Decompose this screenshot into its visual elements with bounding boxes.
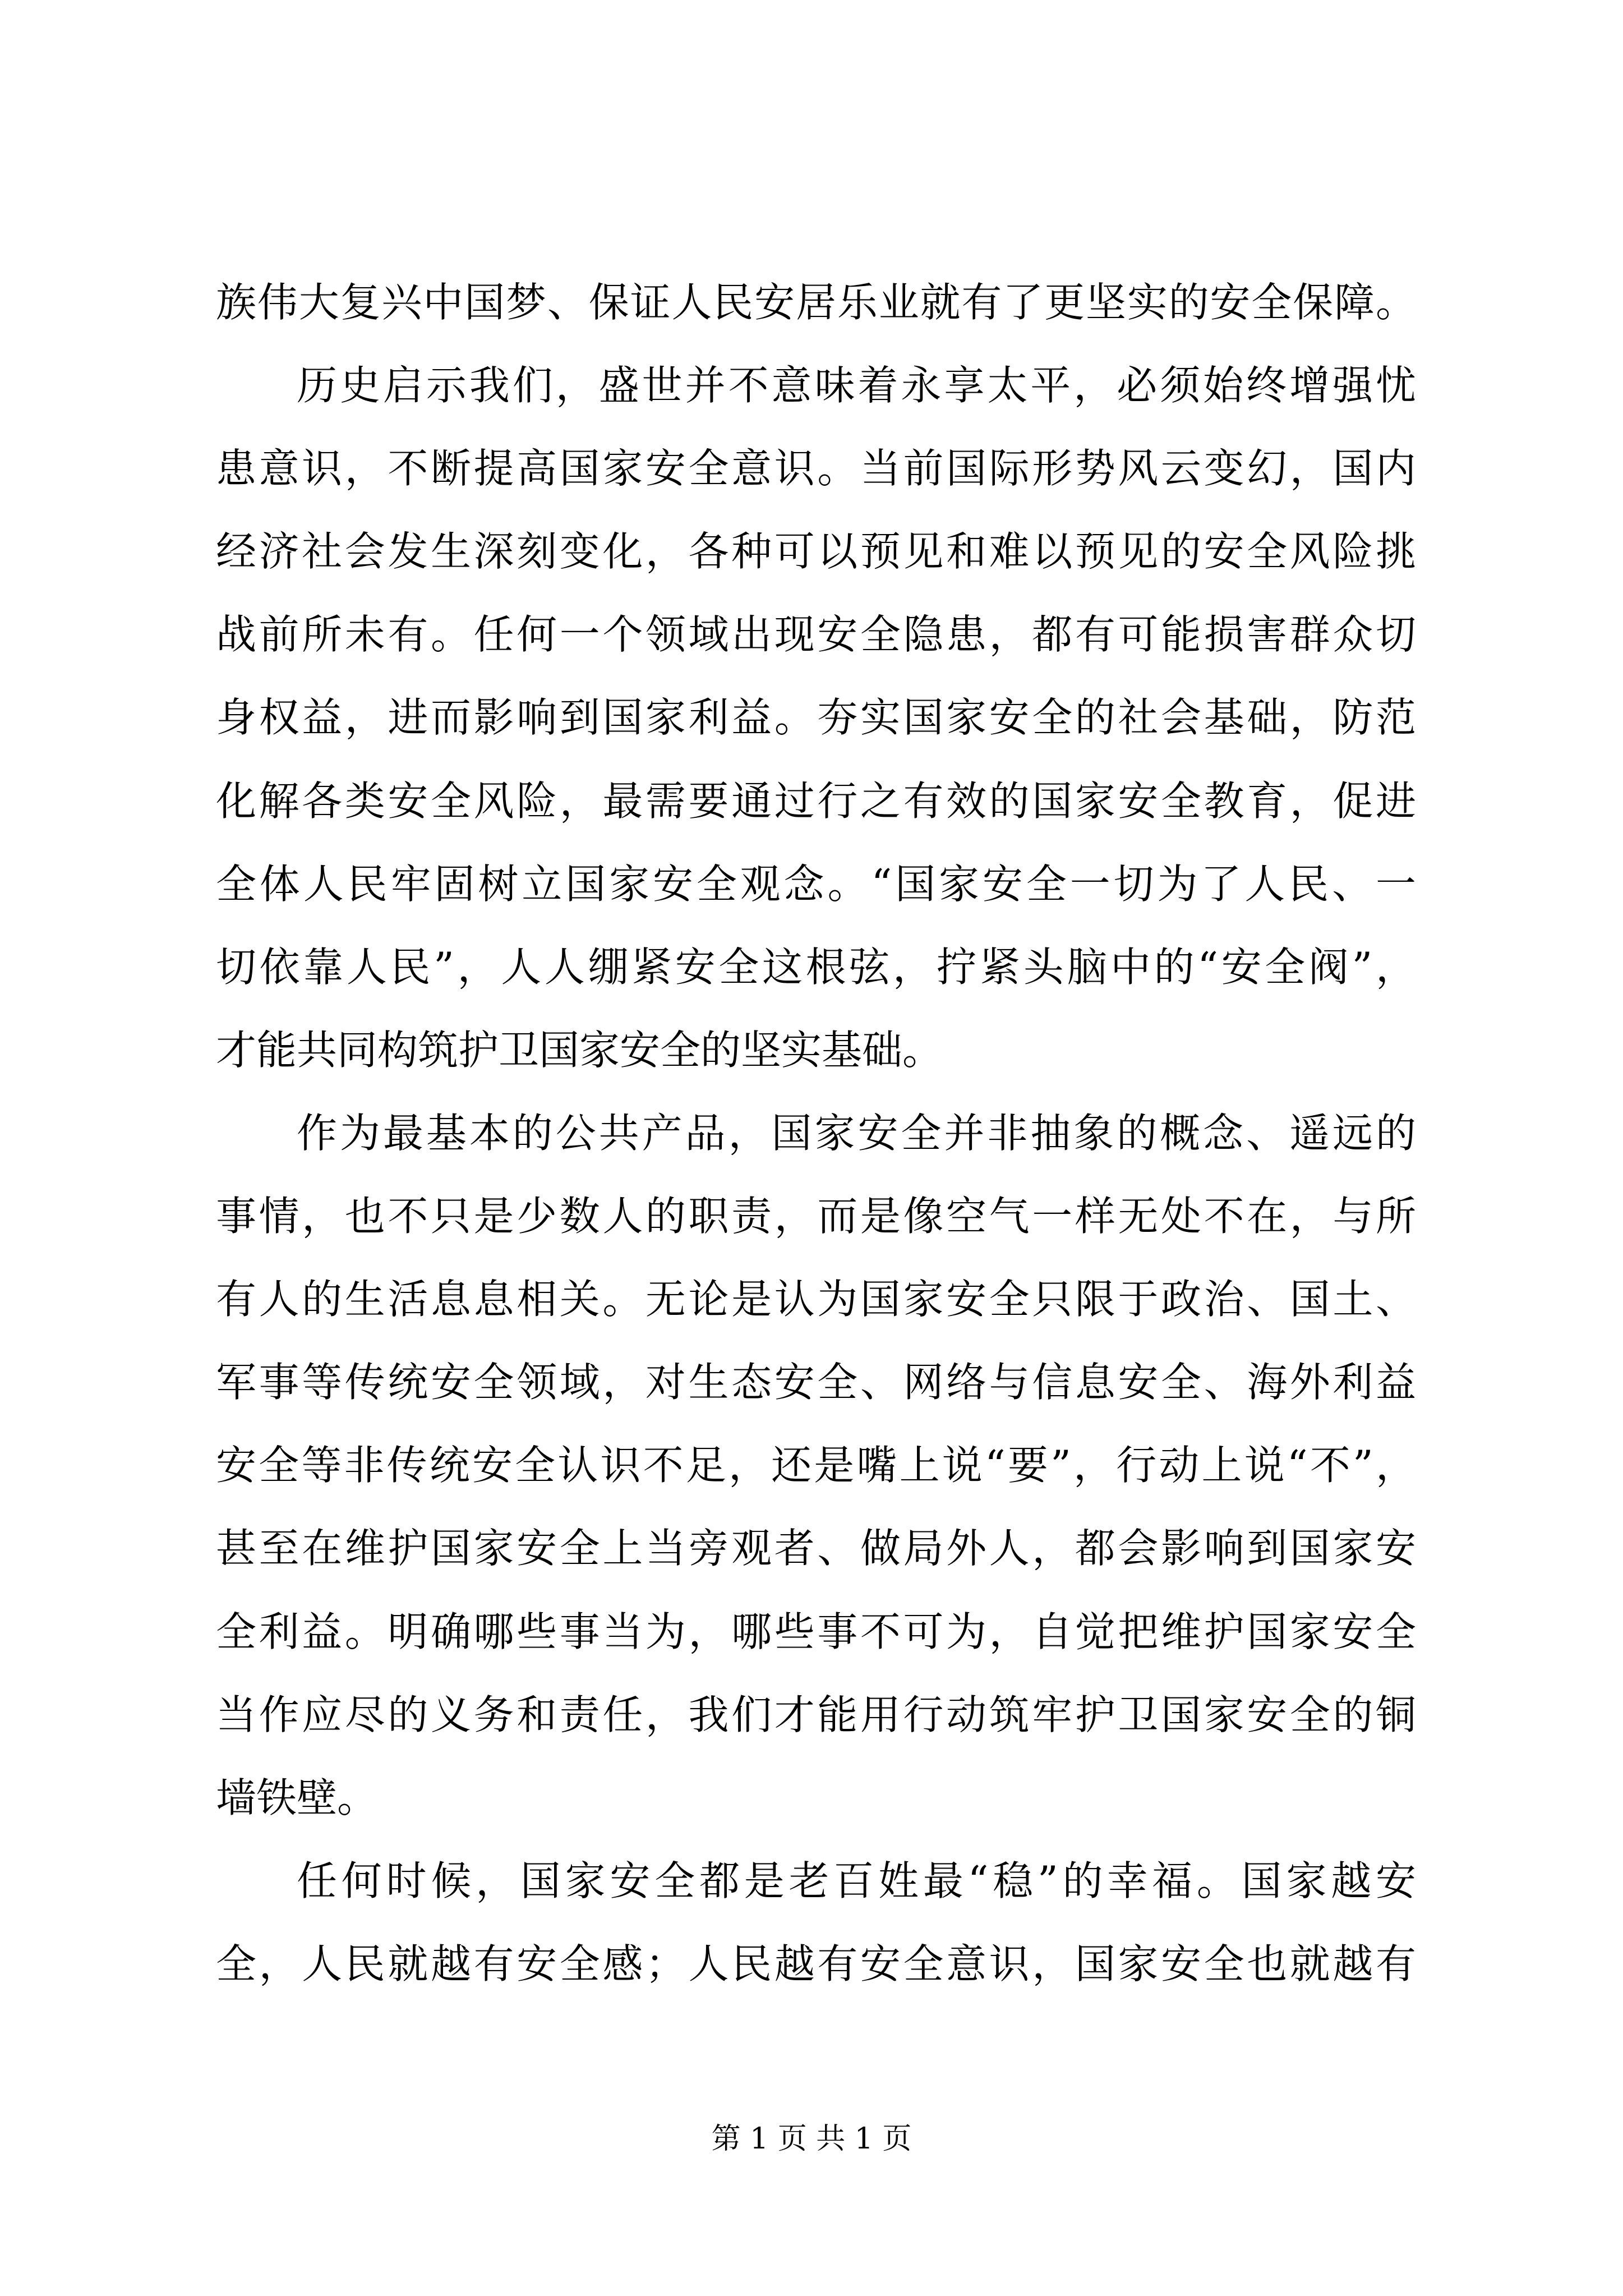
text-line: 甚至在维护国家安全上当旁观者、做局外人，都会影响到国家安	[216, 1525, 1416, 1572]
text-line: 事情，也不只是少数人的职责，而是像空气一样无处不在，与所	[216, 1193, 1416, 1240]
text-line: 安全等非传统安全认识不足，还是嘴上说“要”，行动上说“不”，	[216, 1442, 1416, 1489]
paragraph-last-line: 才能共同构筑护卫国家安全的坚实基础。	[216, 1026, 943, 1074]
text-line: 全体人民牢固树立国家安全观念。“国家安全一切为了人民、一	[216, 860, 1416, 908]
text-line: 切依靠人民”，人人绷紧安全这根弦，拧紧头脑中的“安全阀”，	[216, 943, 1416, 991]
text-line: 有人的生活息息相关。无论是认为国家安全只限于政治、国土、	[216, 1276, 1416, 1323]
text-line: 当作应尽的义务和责任，我们才能用行动筑牢护卫国家安全的铜	[216, 1691, 1416, 1738]
paragraph-first-line: 作为最基本的公共产品，国家安全并非抽象的概念、遥远的	[297, 1109, 1416, 1157]
body-text	[216, 261, 1416, 2005]
text-line: 族伟大复兴中国梦、保证人民安居乐业就有了更坚实的安全保障。	[216, 279, 1416, 326]
text-line: 患意识，不断提高国家安全意识。当前国际形势风云变幻，国内	[216, 445, 1416, 493]
text-line: 全，人民就越有安全感；人民越有安全意识，国家安全也就越有	[216, 1940, 1416, 1987]
text-line: 身权益，进而影响到国家利益。夯实国家安全的社会基础，防范	[216, 694, 1416, 742]
page-footer: 第 1 页 共 1 页	[711, 2122, 912, 2156]
text-line: 军事等传统安全领域，对生态安全、网络与信息安全、海外利益	[216, 1359, 1416, 1406]
paragraph-first-line: 任何时候，国家安全都是老百姓最“稳”的幸福。国家越安	[297, 1857, 1416, 1904]
text-line: 化解各类安全风险，最需要通过行之有效的国家安全教育，促进	[216, 777, 1416, 825]
text-line: 经济社会发生深刻变化，各种可以预见和难以预见的安全风险挑	[216, 528, 1416, 576]
text-line: 战前所未有。任何一个领域出现安全隐患，都有可能损害群众切	[216, 611, 1416, 659]
paragraph-first-line: 历史启示我们，盛世并不意味着永享太平，必须始终增强忧	[297, 362, 1416, 409]
paragraph-last-line: 墙铁壁。	[216, 1774, 378, 1821]
text-line: 全利益。明确哪些事当为，哪些事不可为，自觉把维护国家安全	[216, 1608, 1416, 1655]
